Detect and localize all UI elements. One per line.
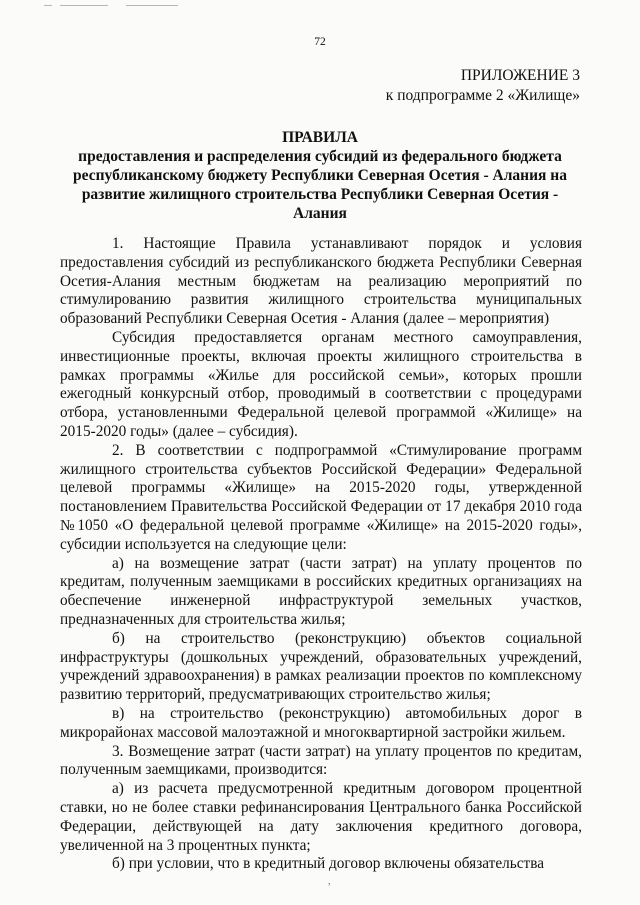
- rules-title: ПРАВИЛА: [282, 129, 358, 146]
- paragraph: а) на возмещение затрат (части затрат) на уплату процентов по кредитам, полученным заемщиками в российских кредитных организациях на обеспечение инженерной инфраструктурой земельных участков, предназначенных для строительства жилья;: [60, 554, 582, 628]
- appendix-subtitle: к подпрограмме 2 «Жилище»: [385, 87, 580, 104]
- paragraph: б) при условии, что в кредитный договор включены обязательства: [112, 855, 545, 873]
- paragraph: 2. В соответствии с подпрограммой «Стимулирование программ жилищного строительства субъектов Российской Федерации» Федеральной целевой программы «Жилище» на 2015-2020 годы, утвержденной постановлением Правительства Российской Федерации от 17 декабря 2010 года №1050 «О федеральной целевой программе «Жилище» на 2015-2020 годы», субсидии используется на следующие цели:: [60, 441, 582, 553]
- document-heading: [60, 128, 580, 223]
- appendix-title: ПРИЛОЖЕНИЕ 3: [460, 67, 580, 84]
- appendix-header: [386, 66, 580, 106]
- paragraph: 1. Настоящие Правила устанавливают порядок и условия предоставления субсидий из республиканского бюджета Республики Северная Осетия-Алания местным бюджетам на реализацию мероприятий по стимулированию развития жилищного строительства муниципальных образований Республики Северная Осетия - Алания (далее – мероприятия): [60, 235, 582, 328]
- scan-artifact-line: [60, 5, 108, 6]
- scan-artifact-line: [126, 5, 178, 6]
- scan-artifact-line: [44, 5, 52, 6]
- paragraph: в) на строительство (реконструкцию) автомобильных дорог в микрорайонах массовой малоэтажной и многоквартирной застройки жильем.: [60, 704, 582, 741]
- paragraph: Субсидия предоставляется органам местного самоуправления, инвестиционные проекты, включая проекты жилищного строительства в рамках программы «Жилье для российской семьи», которых прошли ежегодный конкурсный отбор, проводимый в соответствии с процедурами отбора, установленными Федеральной целевой программой «Жилище» на 2015-2020 годы» (далее – субсидия).: [60, 328, 582, 440]
- paragraph: 3. Возмещение затрат (части затрат) на уплату процентов по кредитам, полученным заемщиками, производится:: [60, 742, 582, 779]
- paragraph: б) на строительство (реконструкцию) объектов социальной инфраструктуры (дошкольных учреждений, образовательных учреждений, учреждений здравоохранения) в рамках реализации проектов по комплексному развитию территорий, предусматривающих строительство жилья;: [60, 629, 582, 704]
- document-body: [60, 235, 582, 874]
- paragraph: а) из расчета предусмотренной кредитным договором процентной ставки, но не более ставки рефинансирования Центрального банка Российской Федерации, действующей на дату заключения кредитного договора, увеличенной на 3 процентных пункта;: [60, 780, 582, 854]
- scan-artifact-mark: ,: [328, 876, 331, 887]
- page-number: 72: [314, 36, 326, 48]
- rules-subtitle: предоставления и распределения субсидий из федерального бюджета республиканскому бюджету Республики Северная Осетия - Алания на развитие жилищного строительства Республики Северная Осетия - Алания: [73, 148, 567, 222]
